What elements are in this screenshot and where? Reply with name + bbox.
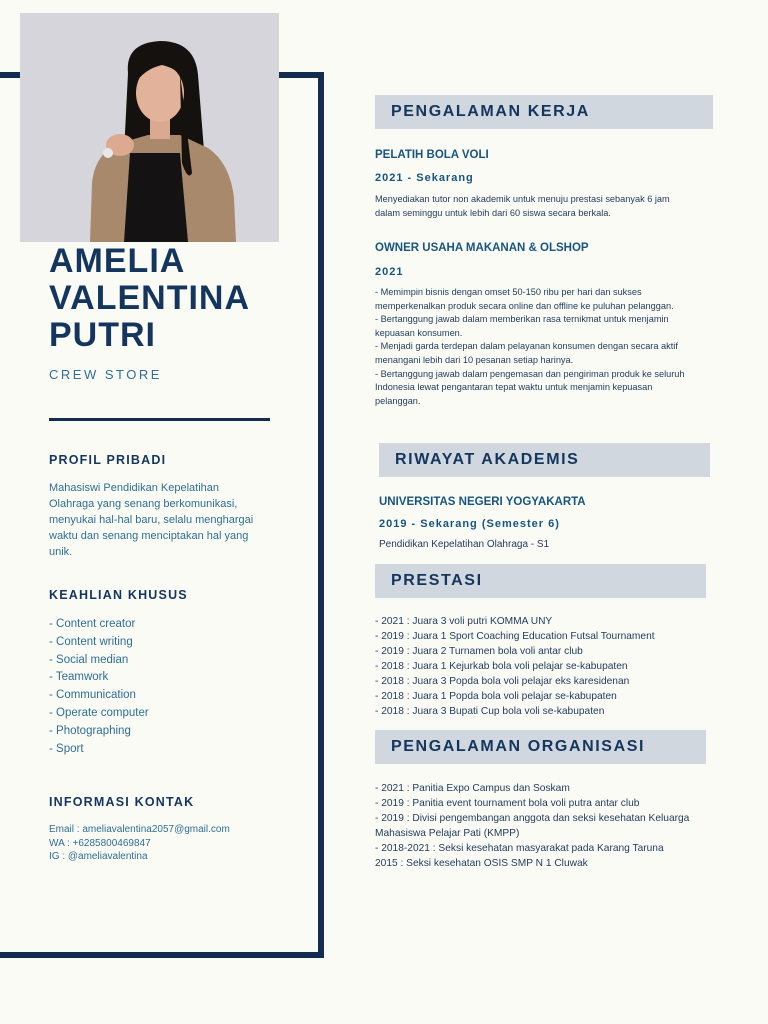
organization-list <box>375 781 689 871</box>
skills-heading: KEAHLIAN KHUSUS <box>49 588 188 602</box>
achievement-item: - 2019 : Juara 1 Sport Coaching Education Futsal Tournament <box>375 631 655 642</box>
organization-item: - 2018-2021 : Seksi kesehatan masyarakat pada Karang Taruna <box>375 843 664 854</box>
job-title: PELATIH BOLA VOLI <box>375 149 489 161</box>
achievement-item: - 2019 : Juara 2 Turnamen bola voli antar club <box>375 646 583 657</box>
achievement-item: - 2018 : Juara 3 Bupati Cup bola voli se-kabupaten <box>375 706 605 717</box>
job-role: CREW STORE <box>49 367 162 382</box>
job-description: Menyediakan tutor non akademik untuk menuju prestasi sebanyak 6 jam dalam seminggu untuk lebih dari 60 siswa secara berkala. <box>375 194 670 218</box>
skill-item: - Photographing <box>49 724 131 737</box>
achievement-item: - 2018 : Juara 1 Popda bola voli pelajar se-kabupaten <box>375 691 617 702</box>
organization-item: 2015 : Seksi kesehatan OSIS SMP N 1 Cluwak <box>375 858 588 869</box>
organization-item: - 2019 : Divisi pengembangan anggota dan seksi kesehatan Keluarga <box>375 813 690 824</box>
job-title: OWNER USAHA MAKANAN & OLSHOP <box>375 242 589 254</box>
job-description: - Memimpin bisnis dengan omset 50-150 ribu per hari dan sukses memperkenalkan produk secara online dan offline ke puluhan pelanggan. - Bertanggung jawab dalam memberikan rasa ternikmat untuk menjamin kepuasan konsumen. - Menjadi garda terdepan dalam pelayanan konsumen dengan secara aktif menangani lebih dari 10 pesanan setiap harinya. - Bertanggung jawab dalam pengemasan dan pengiriman produk ke seluruh Indonesia lewat pengantaran tepat waktu untuk menjamin kepuasan pelanggan. <box>375 287 685 406</box>
contact-phone[interactable]: WA : +6285800469847 <box>49 837 151 849</box>
profil-heading: PROFIL PRIBADI <box>49 453 167 467</box>
school-name: UNIVERSITAS NEGERI YOGYAKARTA <box>379 496 586 508</box>
organization-item: Mahasiswa Pelajar Pati (KMPP) <box>375 828 520 839</box>
profil-text: Mahasiswi Pendidikan Kepelatihan Olahraga yang senang berkomunikasi, menyukai hal-hal baru, selalu menghargai waktu dan senang menciptakan hal yang unik. <box>49 482 254 558</box>
job-date: 2021 - Sekarang <box>375 172 474 184</box>
job-date: 2021 <box>375 266 404 278</box>
study-program: Pendidikan Kepelatihan Olahraga - S1 <box>379 539 550 550</box>
skill-item: - Content writing <box>49 635 133 648</box>
achievement-item: - 2018 : Juara 3 Popda bola voli pelajar eks karesidenan <box>375 676 630 687</box>
contact-info <box>49 823 267 864</box>
contact-heading: INFORMASI KONTAK <box>49 795 195 809</box>
divider <box>49 418 270 421</box>
portrait-image <box>20 13 279 242</box>
skill-item: - Communication <box>49 689 136 702</box>
organization-item: - 2019 : Panitia event tournament bola voli putra antar club <box>375 798 640 809</box>
skill-item: - Sport <box>49 742 84 755</box>
achievement-item: - 2021 : Juara 3 voli putri KOMMA UNY <box>375 616 553 627</box>
achievements-list <box>375 614 655 719</box>
skills-list <box>49 616 267 758</box>
skill-item: - Operate computer <box>49 706 149 719</box>
contact-email[interactable]: Email : ameliavalentina2057@gmail.com <box>49 824 230 835</box>
organization-banner: PENGALAMAN ORGANISASI <box>375 730 706 764</box>
skill-item: - Content creator <box>49 618 136 630</box>
contact-instagram[interactable]: IG : @ameliavalentina <box>49 851 148 862</box>
achievement-item: - 2018 : Juara 1 Kejurkab bola voli pelajar se-kabupaten <box>375 661 628 672</box>
skill-item: - Social median <box>49 653 129 666</box>
organization-item: - 2021 : Panitia Expo Campus dan Soskam <box>375 783 570 794</box>
skill-item: - Teamwork <box>49 671 109 684</box>
achievements-banner: PRESTASI <box>375 564 706 598</box>
person-name: AMELIA VALENTINA PUTRI <box>49 242 251 354</box>
study-period: 2019 - Sekarang (Semester 6) <box>379 518 560 530</box>
academic-banner: RIWAYAT AKADEMIS <box>379 443 710 477</box>
profile-photo <box>20 13 279 242</box>
work-banner: PENGALAMAN KERJA <box>375 95 713 129</box>
